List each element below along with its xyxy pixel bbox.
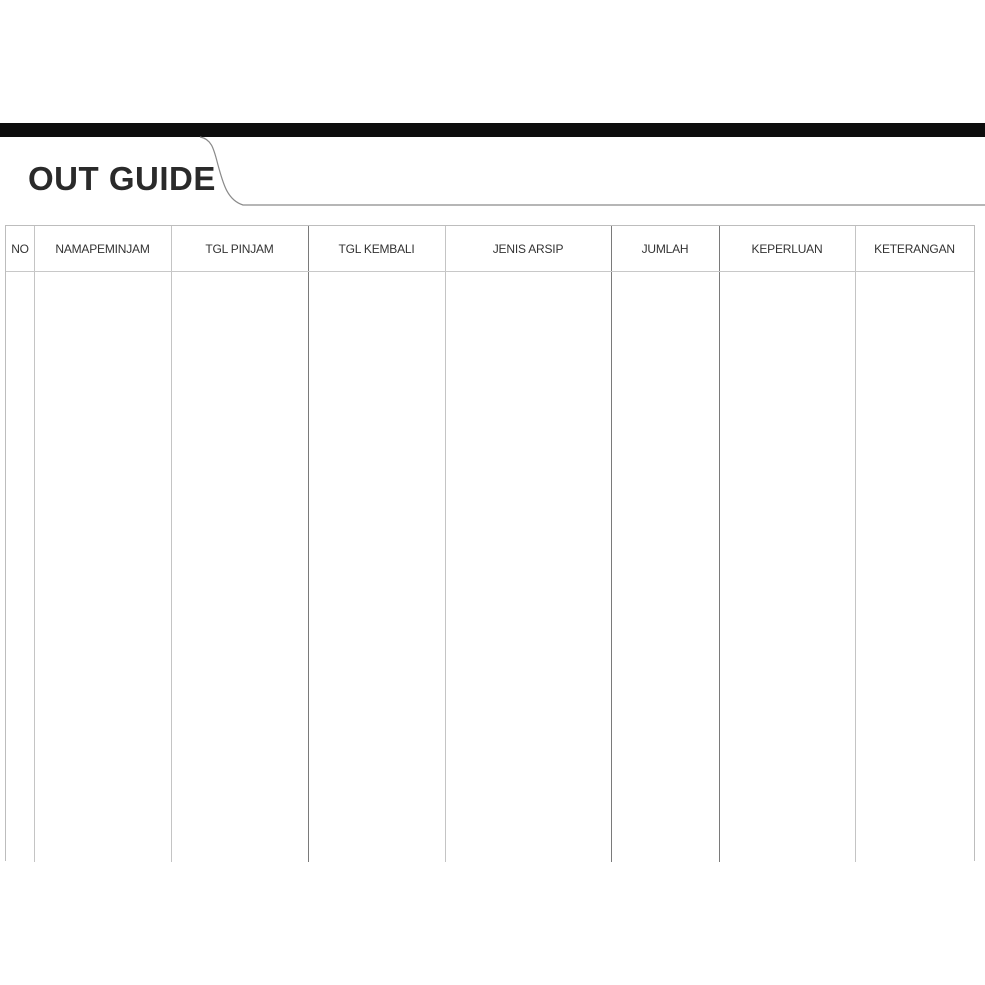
- column-nama-peminjam: [34, 226, 171, 862]
- out-guide-table: [5, 225, 975, 861]
- column-jenis-arsip: [445, 226, 611, 862]
- column-keterangan: [855, 226, 974, 862]
- column-keperluan: [719, 226, 855, 862]
- header-jenis-arsip: JENIS ARSIP: [492, 242, 564, 256]
- table-header-row: [6, 226, 974, 272]
- column-no: [6, 226, 34, 862]
- header-jumlah: JUMLAH: [641, 242, 689, 256]
- page-title: OUT GUIDE: [28, 160, 216, 197]
- column-tgl-pinjam: [171, 226, 308, 862]
- header-nama-peminjam: NAMAPEMINJAM: [55, 242, 150, 256]
- top-divider-bar: [0, 123, 985, 137]
- header-tgl-kembali: TGL KEMBALI: [338, 242, 415, 256]
- header-keperluan: KEPERLUAN: [751, 242, 823, 256]
- header-keterangan: KETERANGAN: [874, 242, 955, 256]
- header-tgl-pinjam: TGL PINJAM: [205, 242, 274, 256]
- column-tgl-kembali: [308, 226, 445, 862]
- header-no: NO: [11, 242, 29, 256]
- column-jumlah: [611, 226, 719, 862]
